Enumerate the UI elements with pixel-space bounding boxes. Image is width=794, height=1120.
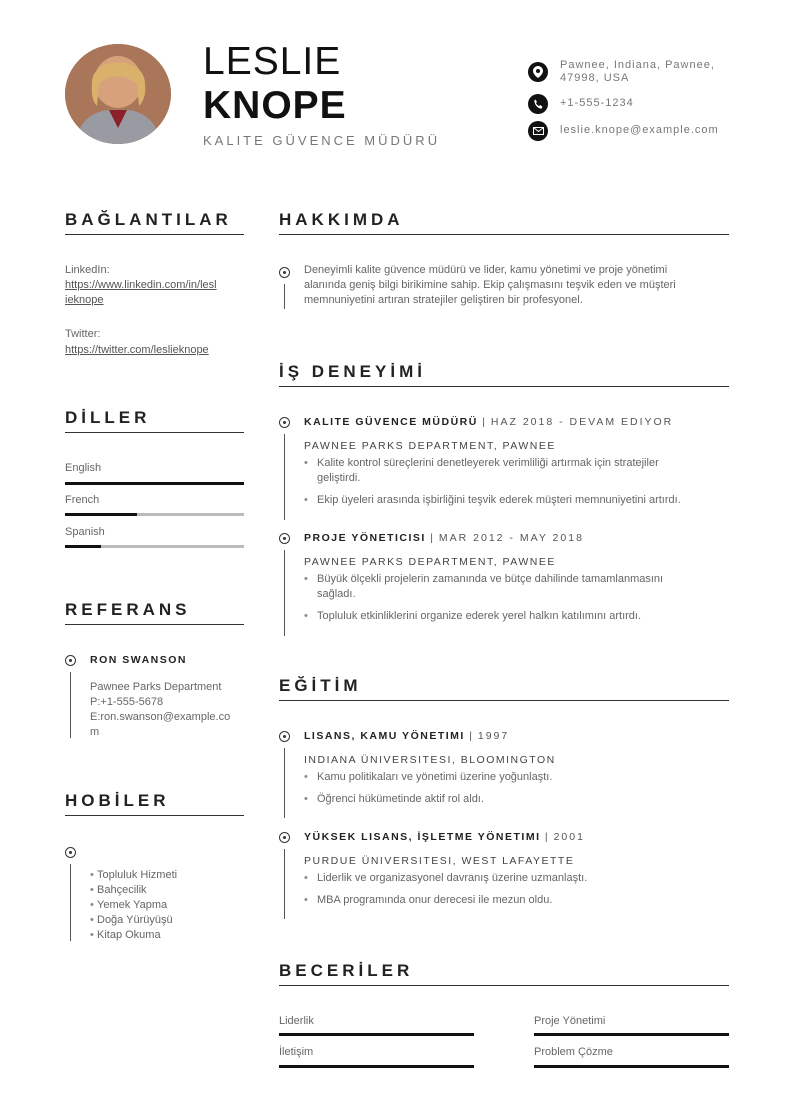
bullet-line: • Büyük ölçekli projelerin zamanında ve bütçe dahilinde tamamlanmasını: [317, 573, 664, 585]
links-heading: BAĞLANTILAR: [65, 210, 232, 229]
skill-name: İletişim: [279, 1046, 314, 1058]
language-level-fill: [65, 482, 244, 485]
phone-icon: [528, 94, 548, 114]
skills-divider: [279, 985, 729, 986]
experience-heading: İŞ DENEYİMİ: [279, 362, 426, 381]
hobbies-heading: HOBİLER: [65, 791, 170, 810]
job-dates: MAR 2012 - MAY 2018: [438, 532, 584, 544]
list-item: [304, 572, 724, 602]
list-item: • Bahçecilik: [90, 883, 177, 898]
separator: |: [464, 730, 478, 742]
linkedin-url-line-2[interactable]: ieknope: [65, 294, 104, 306]
languages-divider: [65, 432, 244, 433]
links-divider: [65, 234, 244, 235]
timeline-line: [70, 864, 71, 941]
list-item: • Yemek Yapma: [90, 898, 177, 913]
education-year: 1997: [477, 730, 510, 742]
skill-name: Liderlik: [279, 1015, 314, 1027]
hobbies-list: [90, 868, 177, 943]
about-line: Deneyimli kalite güvence müdürü ve lider, kamu yönetimi ve proje yönetimi: [304, 264, 668, 276]
skill-name: Proje Yönetimi: [534, 1015, 606, 1027]
education-header: [304, 730, 509, 742]
timeline-line: [284, 748, 285, 818]
bullet-line: geliştirdi.: [317, 472, 361, 484]
reference-company: Pawnee Parks Department: [90, 681, 222, 693]
timeline-dot-icon: [279, 267, 290, 278]
timeline-line: [70, 672, 71, 738]
reference-phone: P:+1-555-5678: [90, 696, 164, 708]
experience-divider: [279, 386, 729, 387]
reference-name: RON SWANSON: [90, 654, 188, 666]
timeline-line: [284, 550, 285, 636]
timeline-dot-icon: [65, 847, 76, 858]
school: PURDUE ÜNIVERSITESI, WEST LAFAYETTE: [304, 855, 575, 867]
reference-details: [90, 680, 230, 740]
degree: YÜKSEK LISANS, İŞLETME YÖNETIMI: [304, 831, 541, 843]
timeline-line: [284, 849, 285, 919]
timeline-dot-icon: [65, 655, 76, 666]
about-divider: [279, 234, 729, 235]
language-name: French: [65, 494, 100, 506]
skill-bar: [279, 1065, 474, 1068]
education-bullets: [304, 871, 724, 908]
job-dates: HAZ 2018 - DEVAM EDIYOR: [490, 416, 674, 428]
timeline-line: [284, 434, 285, 520]
language-name: Spanish: [65, 526, 105, 538]
timeline-dot-icon: [279, 832, 290, 843]
first-name: LESLIE: [203, 40, 342, 83]
timeline-dot-icon: [279, 533, 290, 544]
separator: |: [425, 532, 439, 544]
education-bullets: [304, 770, 724, 807]
mail-icon: [528, 121, 548, 141]
skill-bar: [534, 1065, 729, 1068]
list-item: • MBA programında onur derecesi ile mezun oldu.: [304, 893, 724, 908]
language-level-bar: [65, 545, 244, 548]
phone: +1-555-1234: [560, 97, 634, 109]
list-item: • Kamu politikaları ve yönetimi üzerine yoğunlaştı.: [304, 770, 724, 785]
profile-photo: [65, 44, 171, 144]
language-level-fill: [65, 513, 137, 516]
school: INDIANA ÜNIVERSITESI, BLOOMINGTON: [304, 754, 556, 766]
job-bullets: [304, 572, 724, 624]
address-line-1: Pawnee, Indiana, Pawnee,: [560, 59, 715, 71]
references-divider: [65, 624, 244, 625]
list-item: • Topluluk etkinliklerini organize ederek yerel halkın katılımını artırdı.: [304, 609, 724, 624]
language-level-bar: [65, 513, 244, 516]
education-year: 2001: [553, 831, 585, 843]
language-level-fill: [65, 545, 101, 548]
about-heading: HAKKIMDA: [279, 210, 404, 229]
skills-heading: BECERİLER: [279, 961, 414, 980]
twitter-label: Twitter:: [65, 328, 101, 340]
reference-email-line-1: E:ron.swanson@example.co: [90, 711, 231, 723]
skill-name: Problem Çözme: [534, 1046, 613, 1058]
education-divider: [279, 700, 729, 701]
education-header: [304, 831, 585, 843]
bullet-line: sağladı.: [317, 588, 356, 600]
last-name: KNOPE: [203, 84, 347, 127]
hobbies-divider: [65, 815, 244, 816]
language-level-bar: [65, 482, 244, 485]
job-title: KALITE GÜVENCE MÜDÜRÜ: [304, 416, 478, 428]
job-title: KALITE GÜVENCE MÜDÜRÜ: [203, 133, 441, 148]
job-bullets: [304, 456, 724, 508]
timeline-dot-icon: [279, 731, 290, 742]
timeline-dot-icon: [279, 417, 290, 428]
list-item: • Öğrenci hükümetinde aktif rol aldı.: [304, 792, 724, 807]
timeline-line: [284, 284, 285, 309]
job-org: PAWNEE PARKS DEPARTMENT, PAWNEE: [304, 556, 556, 568]
reference-email-line-2: m: [90, 726, 100, 738]
job-org: PAWNEE PARKS DEPARTMENT, PAWNEE: [304, 440, 556, 452]
about-line: memnuniyetini artıran stratejiler geliştiren bir profesyonel.: [304, 294, 583, 306]
address-line-2: 47998, USA: [560, 72, 630, 84]
linkedin-url-line-1[interactable]: https://www.linkedin.com/in/lesl: [65, 279, 217, 291]
list-item: • Doğa Yürüyüşü: [90, 913, 177, 928]
location-pin-icon: [528, 62, 548, 82]
about-line: alanında geniş bilgi birikimine sahip. Ekip çalışmasını teşvik eden ve müşteri: [304, 279, 676, 291]
separator: |: [477, 416, 491, 428]
education-heading: EĞİTİM: [279, 676, 362, 695]
degree: LISANS, KAMU YÖNETIMI: [304, 730, 465, 742]
about-text: [304, 263, 676, 308]
list-item: • Ekip üyeleri arasında işbirliğini teşvik ederek müşteri memnuniyetini artırdı.: [304, 493, 724, 508]
email[interactable]: leslie.knope@example.com: [560, 124, 719, 136]
bullet-line: • Kalite kontrol süreçlerini denetleyerek verimliliği artırmak için stratejiler: [317, 457, 659, 469]
list-item: • Topluluk Hizmeti: [90, 868, 177, 883]
job-title: PROJE YÖNETICISI: [304, 532, 426, 544]
skill-bar: [279, 1033, 474, 1036]
twitter-link[interactable]: https://twitter.com/leslieknope: [65, 344, 209, 356]
list-item: • Liderlik ve organizasyonel davranış üzerine uzmanlaştı.: [304, 871, 724, 886]
address: [560, 59, 715, 85]
separator: |: [540, 831, 554, 843]
references-heading: REFERANS: [65, 600, 191, 619]
job-header: [304, 416, 673, 428]
list-item: • Kitap Okuma: [90, 928, 177, 943]
languages-heading: DİLLER: [65, 408, 151, 427]
skill-bar: [534, 1033, 729, 1036]
language-name: English: [65, 462, 102, 474]
linkedin-link[interactable]: [65, 278, 217, 308]
job-header: [304, 532, 584, 544]
linkedin-label: LinkedIn:: [65, 264, 110, 276]
list-item: [304, 456, 724, 486]
